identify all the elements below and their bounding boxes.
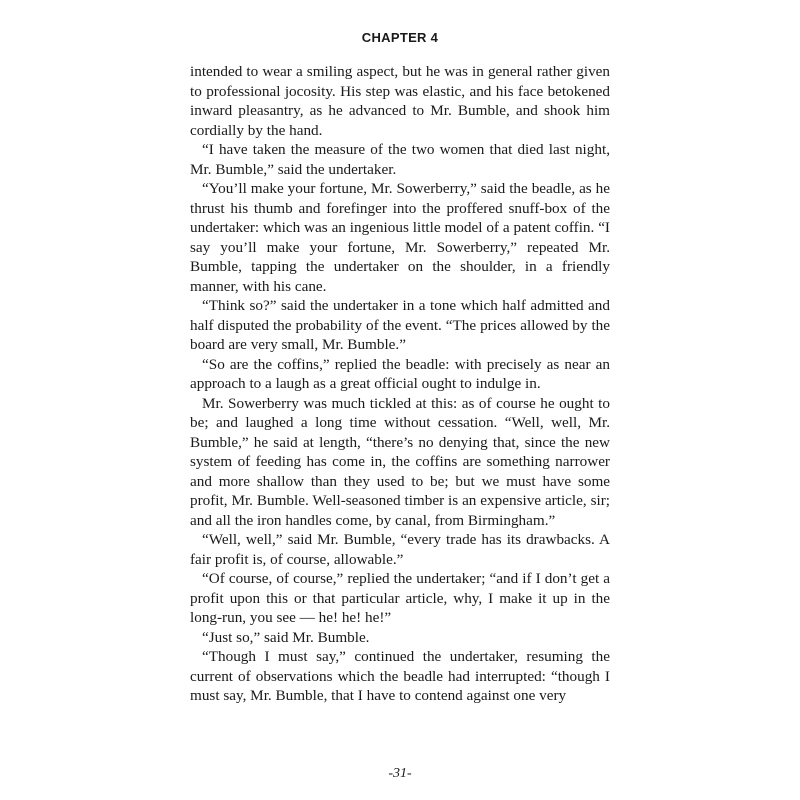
chapter-heading: CHAPTER 4 [361, 30, 439, 45]
paragraph: intended to wear a smiling aspect, but he was in general rather given to professional jocosity. His step was elastic, and his face betokened inward pleasantry, as he advanced to Mr. Bumble, and shook him cordially by the hand. [190, 63, 610, 139]
paragraph: “Just so,” said Mr. Bumble. [202, 628, 370, 646]
page-number: -31- [388, 766, 412, 781]
paragraph: “Of course, of course,” replied the undertaker; “and if I don’t get a profit upon this or that particular article, why, I make it up in the long-run, you see — he! he! he!” [190, 570, 610, 626]
paragraph: “Well, well,” said Mr. Bumble, “every trade has its drawbacks. A fair profit is, of course, allowable.” [190, 531, 610, 568]
body-text [190, 62, 610, 706]
paragraph: “You’ll make your fortune, Mr. Sowerberry,” said the beadle, as he thrust his thumb and forefinger into the proffered snuff-box of the undertaker: which was an ingenious little model of a patent coffin. “I say you’ll make your fortune, Mr. Sowerberry,” repeated Mr. Bumble, tapping the undertaker on the shoulder, in a friendly manner, with his cane. [190, 180, 610, 295]
paragraph: Mr. Sowerberry was much tickled at this: as of course he ought to be; and laughed a long time without cessation. “Well, well, Mr. Bumble,” he said at length, “there’s no denying that, since the new system of feeding has come in, the coffins are something narrower and more shallow than they used to be; but we must have some profit, Mr. Bumble. Well-seasoned timber is an expensive article, sir; and all the iron handles come, by canal, from Birmingham.” [190, 394, 610, 529]
paragraph: “I have taken the measure of the two women that died last night, Mr. Bumble,” said the undertaker. [190, 141, 610, 178]
paragraph: “Think so?” said the undertaker in a tone which half admitted and half disputed the probability of the event. “The prices allowed by the board are very small, Mr. Bumble.” [190, 297, 610, 353]
paragraph: “So are the coffins,” replied the beadle: with precisely as near an approach to a laugh as a great official ought to indulge in. [190, 355, 610, 392]
paragraph: “Though I must say,” continued the undertaker, resuming the current of observations which the beadle had interrupted: “though I must say, Mr. Bumble, that I have to contend against one very [190, 648, 610, 704]
